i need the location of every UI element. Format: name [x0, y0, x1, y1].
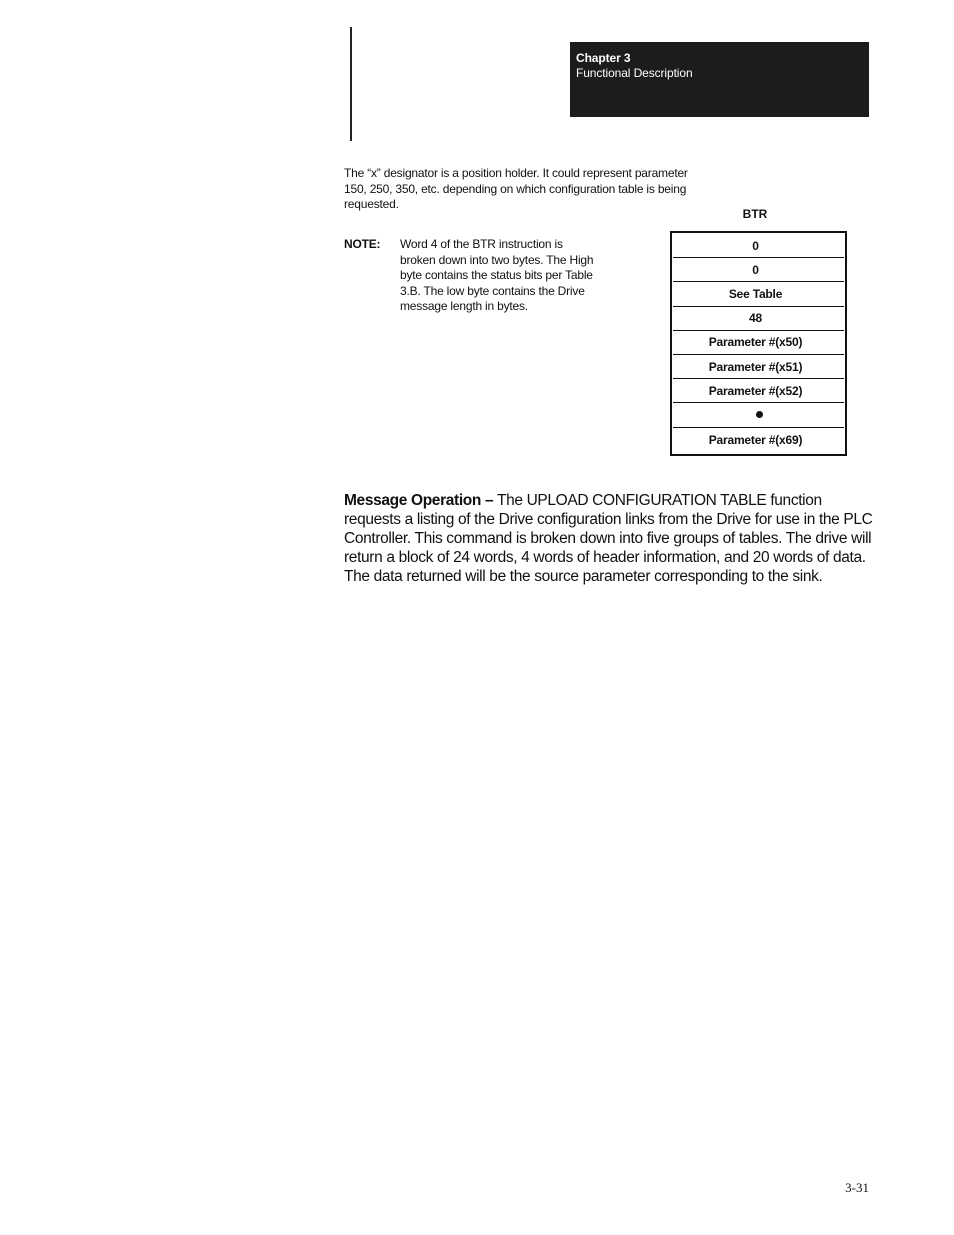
- btr-table: [670, 231, 847, 456]
- note-line: broken down into two bytes. The High: [400, 252, 594, 267]
- note-text: [400, 237, 610, 315]
- btr-row: [673, 428, 844, 452]
- btr-cell: See Table: [728, 286, 783, 301]
- btr-cell: Parameter #(x69): [708, 432, 803, 447]
- btr-row: [673, 355, 844, 379]
- btr-row: [673, 282, 844, 306]
- intro-paragraph: [344, 166, 704, 213]
- btr-cell: Parameter #(x51): [708, 359, 803, 374]
- note-line: Word 4 of the BTR instruction is: [400, 237, 563, 251]
- note-label: NOTE:: [344, 237, 381, 251]
- intro-line: requested.: [344, 197, 399, 211]
- intro-line: 150, 250, 350, etc. depending on which configuration table is being: [344, 181, 687, 196]
- chapter-header: [570, 42, 869, 117]
- message-line: Controller. This command is broken down into five groups of tables. The drive will: [344, 530, 872, 547]
- btr-row: [673, 307, 844, 331]
- btr-row: [673, 234, 844, 258]
- message-line: return a block of 24 words, 4 words of header information, and 20 words of data.: [344, 549, 866, 566]
- note-line: byte contains the status bits per Table: [400, 268, 593, 282]
- margin-rule: [350, 27, 352, 141]
- btr-cell: Parameter #(x50): [708, 335, 803, 350]
- btr-title: BTR: [742, 207, 768, 221]
- btr-row: [673, 331, 844, 355]
- btr-cell: 0: [752, 262, 759, 277]
- intro-line: The “x” designator is a position holder. It could represent parameter: [344, 166, 688, 180]
- chapter-title: Chapter 3: [576, 51, 631, 65]
- btr-row-ellipsis: [673, 403, 844, 427]
- message-line: The data returned will be the source parameter corresponding to the sink.: [344, 568, 823, 585]
- message-lead: Message Operation –: [344, 492, 494, 509]
- message-operation-paragraph: [344, 491, 873, 586]
- page-number: 3-31: [845, 1180, 869, 1195]
- bullet-dot-icon: [756, 411, 763, 418]
- btr-cell: Parameter #(x52): [708, 383, 803, 398]
- btr-cell: 48: [749, 311, 762, 326]
- btr-cell: 0: [752, 238, 759, 253]
- btr-row: [673, 258, 844, 282]
- message-line: requests a listing of the Drive configuration links from the Drive for use in the PLC: [344, 511, 873, 528]
- chapter-subtitle: Functional Description: [576, 66, 693, 80]
- message-line-rest: The UPLOAD CONFIGURATION TABLE function: [493, 492, 822, 509]
- btr-row: [673, 379, 844, 403]
- message-line: [344, 491, 864, 510]
- note-line: 3.B. The low byte contains the Drive: [400, 283, 585, 298]
- note-line: message length in bytes.: [400, 299, 528, 313]
